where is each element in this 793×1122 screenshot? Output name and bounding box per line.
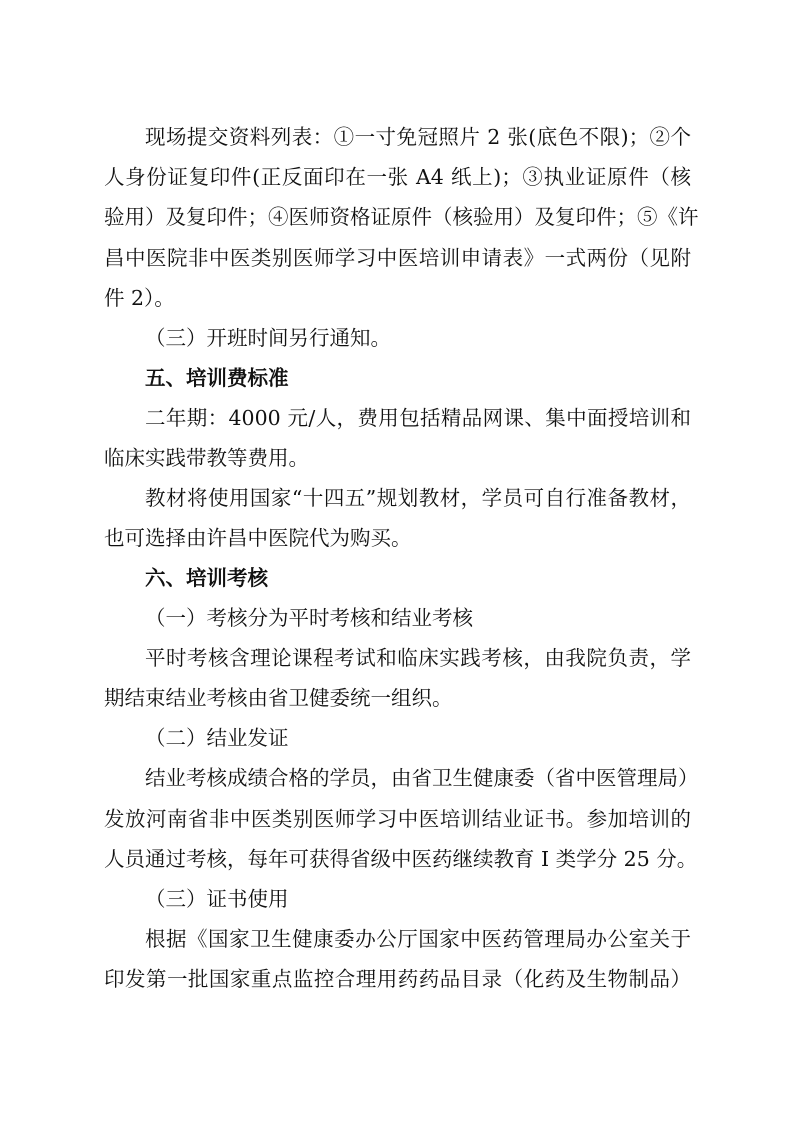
text-line: 根据《国家卫生健康委办公厅国家中医药管理局办公室关于 [145,927,691,951]
text-line: 现场提交资料列表：①一寸免冠照片 2 张(底色不限)；②个 [145,125,691,149]
text-line: 教材将使用国家“十四五”规划教材，学员可自行准备教材， [145,486,691,510]
text-line: 平时考核含理论课程考试和临床实践考核，由我院负责，学 [145,646,691,670]
text-line: 人员通过考核，每年可获得省级中医药继续教育 I 类学分 25 分。 [104,847,698,871]
section-item: （三）开班时间另行通知。 [145,326,391,350]
section-item: （二）结业发证 [145,726,289,750]
text-line: 验用）及复印件；④医师资格证原件（核验用）及复印件；⑤《许 [104,205,699,229]
text-line: 人身份证复印件(正反面印在一张 A4 纸上)；③执业证原件（核 [104,165,691,189]
text-line: 昌中医院非中医类别医师学习中医培训申请表》一式两份（见附 [104,246,691,270]
text-line: 二年期：4000 元/人，费用包括精品网课、集中面授培训和 [145,406,691,430]
text-line: 发放河南省非中医类别医师学习中医培训结业证书。参加培训的 [104,807,691,831]
section-item: （一）考核分为平时考核和结业考核 [145,606,473,630]
text-line: 也可选择由许昌中医院代为购买。 [104,526,412,550]
section-item: （三）证书使用 [145,887,289,911]
text-line: 期结束结业考核由省卫健委统一组织。 [104,686,453,710]
section-heading: 六、培训考核 [145,566,268,590]
section-heading: 五、培训费标准 [145,366,289,390]
text-line: 结业考核成绩合格的学员，由省卫生健康委（省中医管理局） [145,766,699,790]
text-line: 临床实践带教等费用。 [104,446,309,470]
text-line: 件 2）。 [104,286,175,310]
text-line: 印发第一批国家重点监控合理用药药品目录（化药及生物制品） [104,967,691,991]
